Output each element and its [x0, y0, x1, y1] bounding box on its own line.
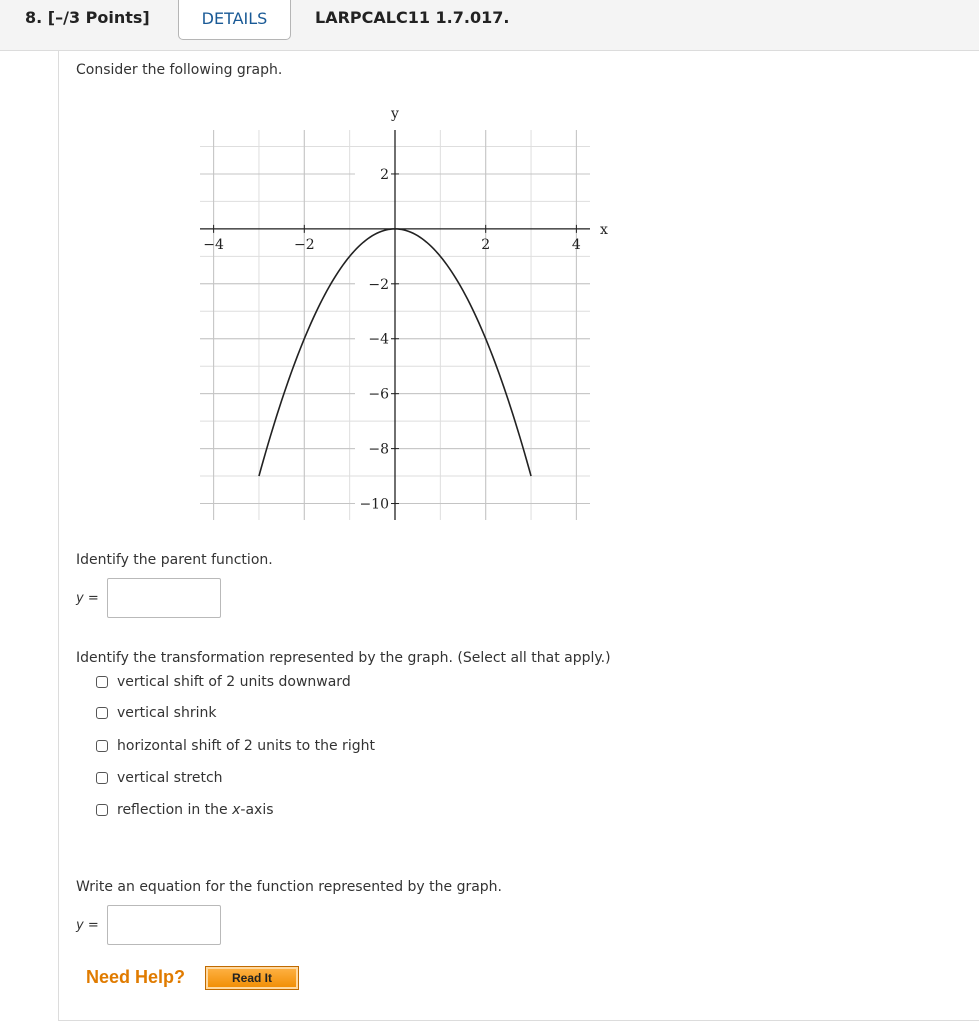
- x-tick-label: 2: [481, 236, 491, 253]
- equals-sign: =: [87, 918, 99, 933]
- option-label: reflection in the x-axis: [117, 802, 274, 818]
- checkbox[interactable]: [96, 772, 108, 784]
- checkbox[interactable]: [96, 804, 108, 816]
- checkbox[interactable]: [96, 740, 108, 752]
- parent-function-input[interactable]: [107, 578, 221, 618]
- question-prompt: Consider the following graph.: [76, 62, 283, 78]
- x-tick-label: −2: [293, 236, 315, 253]
- y-tick-label: −10: [359, 496, 389, 513]
- y-tick-label: −4: [368, 331, 389, 348]
- y-tick-label: 2: [380, 166, 389, 183]
- equals-sign: =: [87, 591, 99, 606]
- x-axis-label: x: [600, 221, 608, 238]
- checkbox[interactable]: [96, 676, 108, 688]
- x-tick-label: −4: [203, 236, 224, 253]
- details-button[interactable]: DETAILS: [178, 0, 291, 40]
- parent-function-prompt: Identify the parent function.: [76, 552, 273, 568]
- equation-input[interactable]: [107, 905, 221, 945]
- y-tick-label: −8: [368, 441, 389, 458]
- question-header: [0, 0, 979, 51]
- parent-function-y-label: [76, 591, 99, 606]
- equation-y-label: [76, 918, 99, 933]
- option-label: vertical shift of 2 units downward: [117, 674, 351, 690]
- y-axis-label: y: [391, 106, 399, 122]
- y-variable: y: [76, 591, 84, 606]
- checkbox[interactable]: [96, 707, 108, 719]
- x-tick-label: 4: [571, 236, 581, 253]
- equation-prompt: Write an equation for the function represented by the graph.: [76, 879, 503, 895]
- question-points: 8. [–/3 Points]: [25, 8, 150, 27]
- option-label: vertical stretch: [117, 770, 223, 786]
- transformation-prompt: Identify the transformation represented by the graph. (Select all that apply.): [76, 650, 611, 666]
- y-tick-label: −6: [368, 386, 389, 403]
- y-tick-label: −2: [368, 276, 389, 293]
- option-label: horizontal shift of 2 units to the right: [117, 738, 375, 754]
- read-it-button[interactable]: Read It: [205, 966, 299, 990]
- parabola-graph: [190, 95, 610, 525]
- question-id: LARPCALC11 1.7.017.: [315, 8, 510, 27]
- option-label: vertical shrink: [117, 705, 217, 721]
- y-variable: y: [76, 918, 84, 933]
- need-help-label: Need Help?: [86, 967, 186, 987]
